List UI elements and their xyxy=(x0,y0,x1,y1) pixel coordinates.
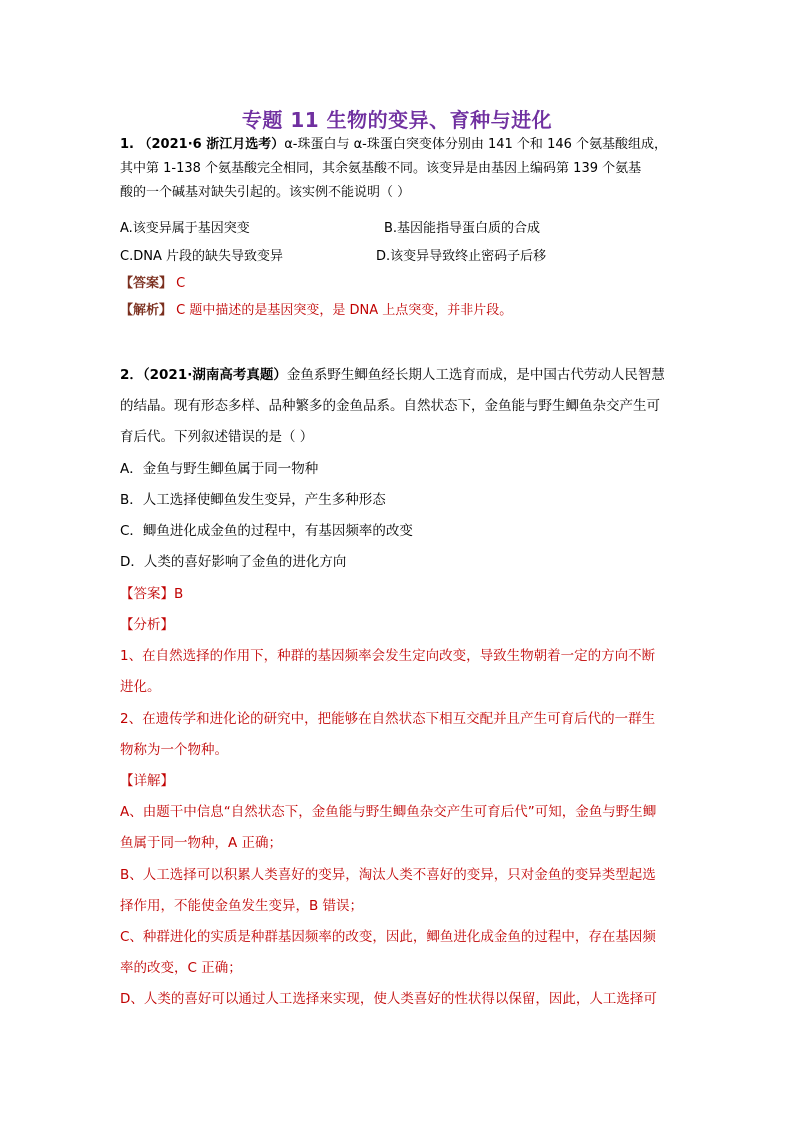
q2-fenxi-label: 【分析】 xyxy=(120,617,174,633)
q1-analysis xyxy=(120,301,680,321)
q2-detail-b1: B、人工选择可以积累人类喜好的变异，淘汰人类不喜好的变异，只对金鱼的变异类型起选 xyxy=(120,867,656,883)
q1-option-b: B.基因能指导蛋白质的合成 xyxy=(384,221,541,236)
q1-answer-value: C xyxy=(176,276,186,291)
q2-stem-line1 xyxy=(120,365,680,385)
q1-source: 1. （2021·6 浙江月选考） xyxy=(120,137,285,152)
q1-answer-label: 【答案】 xyxy=(120,276,173,291)
page-title: 专题 11 生物的变异、育种与进化 xyxy=(241,108,553,132)
q2-stem-text1: 金鱼系野生鲫鱼经长期人工选育而成，是中国古代劳动人民智慧 xyxy=(286,367,665,383)
q2-fenxi-2b: 物称为一个物种。 xyxy=(120,742,228,758)
q1-answer xyxy=(120,274,680,294)
q1-options-row1 xyxy=(120,219,680,239)
q1-stem-line1 xyxy=(120,135,680,155)
q2-detail-a2: 鱼属于同一物种，A 正确； xyxy=(120,835,283,851)
q2-detail-c1: C、种群进化的实质是种群基因频率的改变，因此，鲫鱼进化成金鱼的过程中，存在基因频 xyxy=(120,929,656,945)
q1-analysis-text: C 题中描述的是基因突变，是 DNA 上点突变，并非片段。 xyxy=(176,303,513,318)
q1-option-c: C.DNA 片段的缺失导致变异 xyxy=(120,249,283,264)
q1-option-d: D.该变异导致终止密码子后移 xyxy=(376,249,547,264)
q2-answer: 【答案】B xyxy=(120,586,184,602)
q2-fenxi-1b: 进化。 xyxy=(120,679,161,695)
q2-xiangjie-label: 【详解】 xyxy=(120,773,174,789)
q1-analysis-label: 【解析】 xyxy=(120,303,173,318)
q2-detail-a1: A、由题干中信息“自然状态下，金鱼能与野生鲫鱼杂交产生可育后代”可知，金鱼与野生鲫 xyxy=(120,804,657,820)
q2-stem-line3: 育后代。下列叙述错误的是（ ） xyxy=(120,429,314,445)
q2-source: 2．（2021·湖南高考真题） xyxy=(120,367,287,383)
q2-option-c: C．鲫鱼进化成金鱼的过程中，有基因频率的改变 xyxy=(120,523,413,539)
q2-detail-c2: 率的改变，C 正确； xyxy=(120,960,242,976)
q1-options-row2 xyxy=(120,247,680,267)
q1-option-a: A.该变异属于基因突变 xyxy=(120,221,250,236)
q2-fenxi-2a: 2、在遗传学和进化论的研究中，把能够在自然状态下相互交配并且产生可育后代的一群生 xyxy=(120,711,656,727)
q2-option-b: B．人工选择使鲫鱼发生变异，产生多种形态 xyxy=(120,492,386,508)
q2-detail-d1: D、人类的喜好可以通过人工选择来实现，使人类喜好的性状得以保留，因此，人工选择可 xyxy=(120,991,657,1007)
q2-detail-b2: 择作用，不能使金鱼发生变异，B 错误； xyxy=(120,898,364,914)
q1-stem-line2: 其中第 1-138 个氨基酸完全相同，其余氨基酸不同。该变异是由基因上编码第 139 个氨基 xyxy=(120,161,642,176)
q1-stem-text1: α-珠蛋白与 α-珠蛋白突变体分别由 141 个和 146 个氨基酸组成， xyxy=(284,137,668,152)
q2-option-d: D．人类的喜好影响了金鱼的进化方向 xyxy=(120,554,347,570)
q1-stem-line3: 酸的一个碱基对缺失引起的。该实例不能说明（ ） xyxy=(120,185,411,200)
q2-option-a: A．金鱼与野生鲫鱼属于同一物种 xyxy=(120,461,319,477)
q2-fenxi-1a: 1、在自然选择的作用下，种群的基因频率会发生定向改变，导致生物朝着一定的方向不断 xyxy=(120,648,656,664)
q2-stem-line2: 的结晶。现有形态多样、品种繁多的金鱼品系。自然状态下，金鱼能与野生鲫鱼杂交产生可 xyxy=(120,398,660,414)
